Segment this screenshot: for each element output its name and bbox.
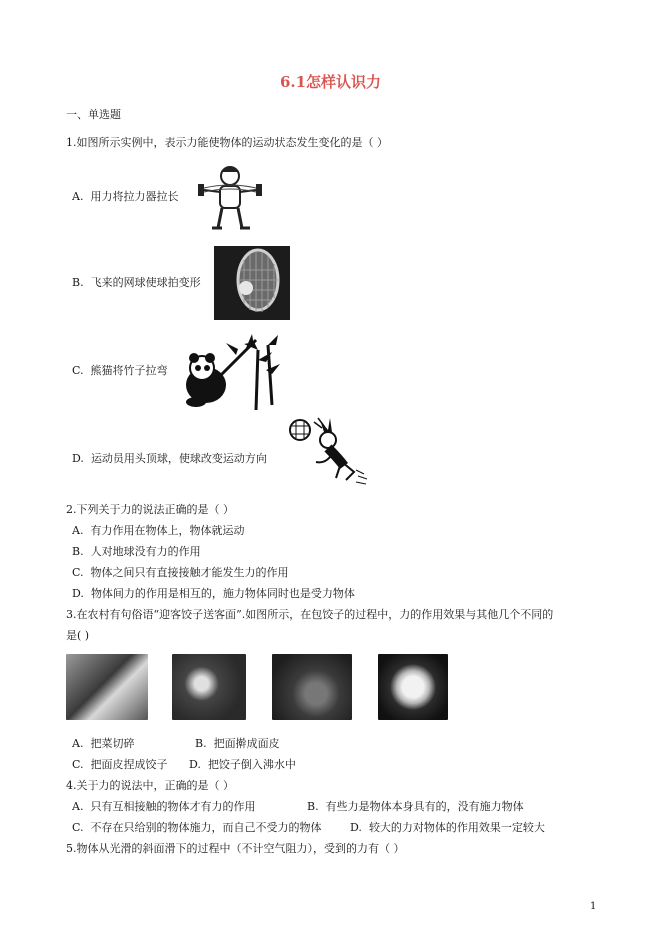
stretcher-man-illustration bbox=[190, 160, 270, 232]
option-letter: D. bbox=[72, 587, 84, 600]
pinching-dumplings-photo bbox=[272, 654, 352, 720]
q3-stem-line1: 3.在农村有句俗语“迎客饺子送客面”.如图所示，在包饺子的过程中，力的作用效果与其他几个不同的 bbox=[66, 608, 554, 621]
option-text: 熊猫将竹子拉弯 bbox=[90, 364, 168, 377]
option-text: 把菜切碎 bbox=[90, 737, 135, 750]
option-letter: B. bbox=[72, 276, 84, 289]
q4-option-c bbox=[72, 821, 322, 835]
tennis-racket-photo bbox=[214, 246, 290, 320]
option-text: 把面皮捏成饺子 bbox=[90, 758, 168, 771]
option-letter: C. bbox=[72, 758, 84, 771]
option-text: 把饺子倒入沸水中 bbox=[207, 758, 296, 771]
q4-option-a bbox=[72, 800, 255, 814]
rolling-dough-photo bbox=[172, 654, 246, 720]
option-letter: C. bbox=[72, 566, 84, 579]
option-letter: B. bbox=[72, 545, 84, 558]
q1-option-b bbox=[72, 276, 201, 290]
option-letter: B. bbox=[195, 737, 207, 750]
option-text: 人对地球没有力的作用 bbox=[90, 545, 201, 558]
option-text: 物体间力的作用是相互的，施力物体同时也是受力物体 bbox=[90, 587, 355, 600]
q2-option-a bbox=[72, 524, 244, 538]
option-letter: A. bbox=[72, 524, 84, 537]
q3-option-b bbox=[195, 737, 280, 751]
option-letter: C. bbox=[72, 821, 84, 834]
q1-stem: 1.如图所示实例中，表示力能使物体的运动状态发生变化的是（ ） bbox=[66, 136, 388, 149]
q3-option-a bbox=[72, 737, 134, 751]
boiling-dumplings-photo bbox=[378, 654, 448, 720]
q2-option-d bbox=[72, 587, 355, 601]
option-letter: C. bbox=[72, 364, 84, 377]
option-text: 较大的力对物体的作用效果一定较大 bbox=[368, 821, 545, 834]
q5-stem: 5.物体从光滑的斜面滑下的过程中（不计空气阻力），受到的力有（ ） bbox=[66, 842, 405, 855]
option-letter: D. bbox=[72, 452, 84, 465]
q3-option-d bbox=[189, 758, 296, 772]
q3-option-c bbox=[72, 758, 168, 772]
q4-option-d bbox=[350, 821, 545, 835]
option-text: 运动员用头顶球，使球改变运动方向 bbox=[90, 452, 267, 465]
option-text: 用力将拉力器拉长 bbox=[90, 190, 179, 203]
option-text: 有些力是物体本身具有的，没有施力物体 bbox=[325, 800, 524, 813]
option-letter: A. bbox=[72, 800, 84, 813]
option-text: 只有互相接触的物体才有力的作用 bbox=[90, 800, 256, 813]
section-heading: 一、单选题 bbox=[66, 108, 121, 121]
option-text: 物体之间只有直接接触才能发生力的作用 bbox=[90, 566, 289, 579]
option-text: 把面擀成面皮 bbox=[213, 737, 280, 750]
q3-stem-line2: 是( ) bbox=[66, 629, 90, 642]
q1-option-d bbox=[72, 452, 267, 466]
option-letter: B. bbox=[307, 800, 319, 813]
panda-bamboo-illustration bbox=[176, 330, 286, 410]
option-text: 飞来的网球使球拍变形 bbox=[90, 276, 201, 289]
q1-option-a bbox=[72, 190, 178, 204]
q4-stem: 4.关于力的说法中，正确的是（ ） bbox=[66, 779, 234, 792]
option-letter: A. bbox=[72, 190, 84, 203]
q1-option-c bbox=[72, 364, 168, 378]
option-letter: A. bbox=[72, 737, 84, 750]
option-text: 有力作用在物体上，物体就运动 bbox=[90, 524, 245, 537]
option-letter: D. bbox=[189, 758, 201, 771]
option-letter: D. bbox=[350, 821, 362, 834]
q2-option-c bbox=[72, 566, 289, 580]
chopping-vegetables-photo bbox=[66, 654, 148, 720]
page-number: 1 bbox=[590, 901, 597, 912]
option-text: 不存在只给别的物体施力，而自己不受力的物体 bbox=[90, 821, 322, 834]
page-title: 6.1怎样认识力 bbox=[279, 73, 382, 91]
q2-stem: 2.下列关于力的说法正确的是（ ） bbox=[66, 503, 234, 516]
q4-option-b bbox=[307, 800, 524, 814]
header-player-illustration bbox=[286, 414, 381, 490]
q2-option-b bbox=[72, 545, 201, 559]
